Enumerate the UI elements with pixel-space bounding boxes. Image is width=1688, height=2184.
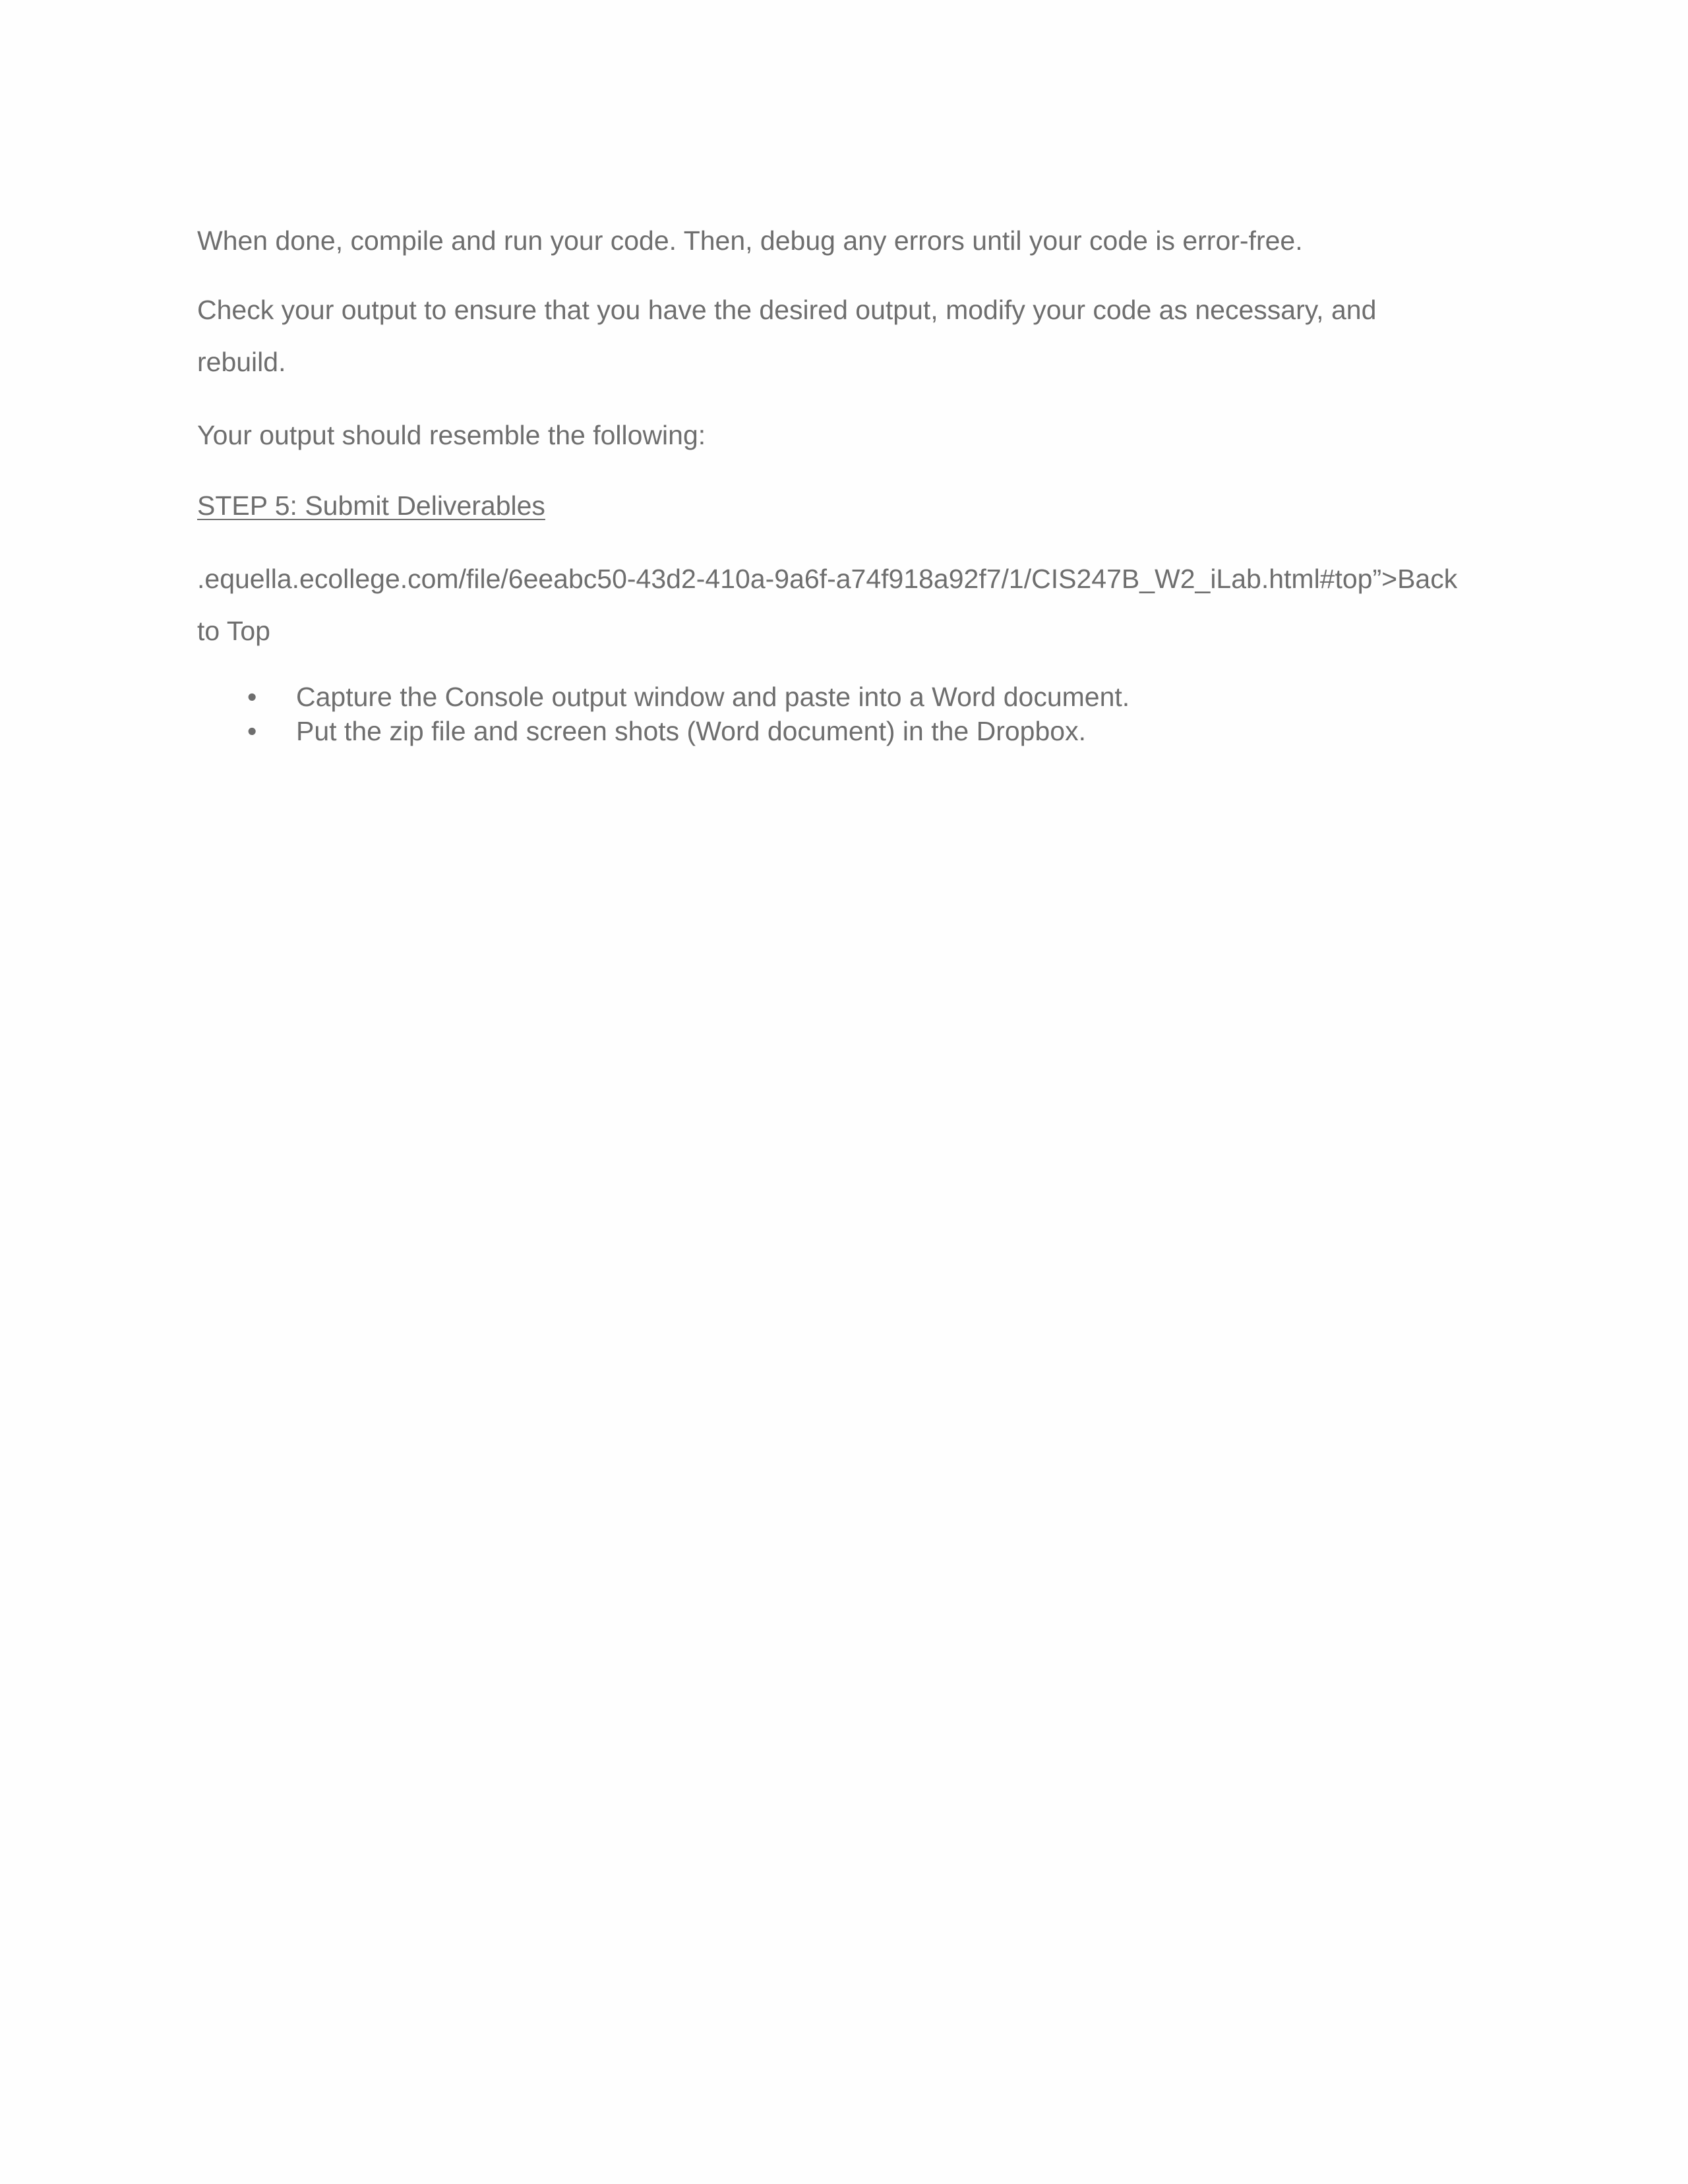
back-to-top-text <box>197 553 1490 657</box>
document-body <box>197 215 1490 748</box>
list-item-text: Capture the Console output window and paste into a Word document. <box>296 682 1130 712</box>
list-item-text: Put the zip file and screen shots (Word document) in the Dropbox. <box>296 716 1086 746</box>
deliverables-list <box>197 680 1490 748</box>
bullet-icon: • <box>247 716 257 746</box>
back-to-top-line-2: to Top <box>197 616 270 646</box>
list-item <box>197 714 1490 748</box>
list-item <box>197 680 1490 714</box>
paragraph-check-output: Check your output to ensure that you have the desired output, modify your code as necessary, and rebuild. <box>197 295 1377 377</box>
paragraph-output-resemble: Your output should resemble the following: <box>197 420 706 450</box>
paragraph-compile-run: When done, compile and run your code. Then, debug any errors until your code is error-free. <box>197 225 1303 256</box>
step-heading <box>197 480 1490 532</box>
bullet-icon: • <box>247 682 257 712</box>
step-5-heading-link[interactable]: STEP 5: Submit Deliverables <box>197 490 545 521</box>
back-to-top-line-1: .equella.ecollege.com/file/6eeabc50-43d2-410a-9a6f-a74f918a92f7/1/CIS247B_W2_iLab.html#top”>Back <box>197 564 1458 594</box>
